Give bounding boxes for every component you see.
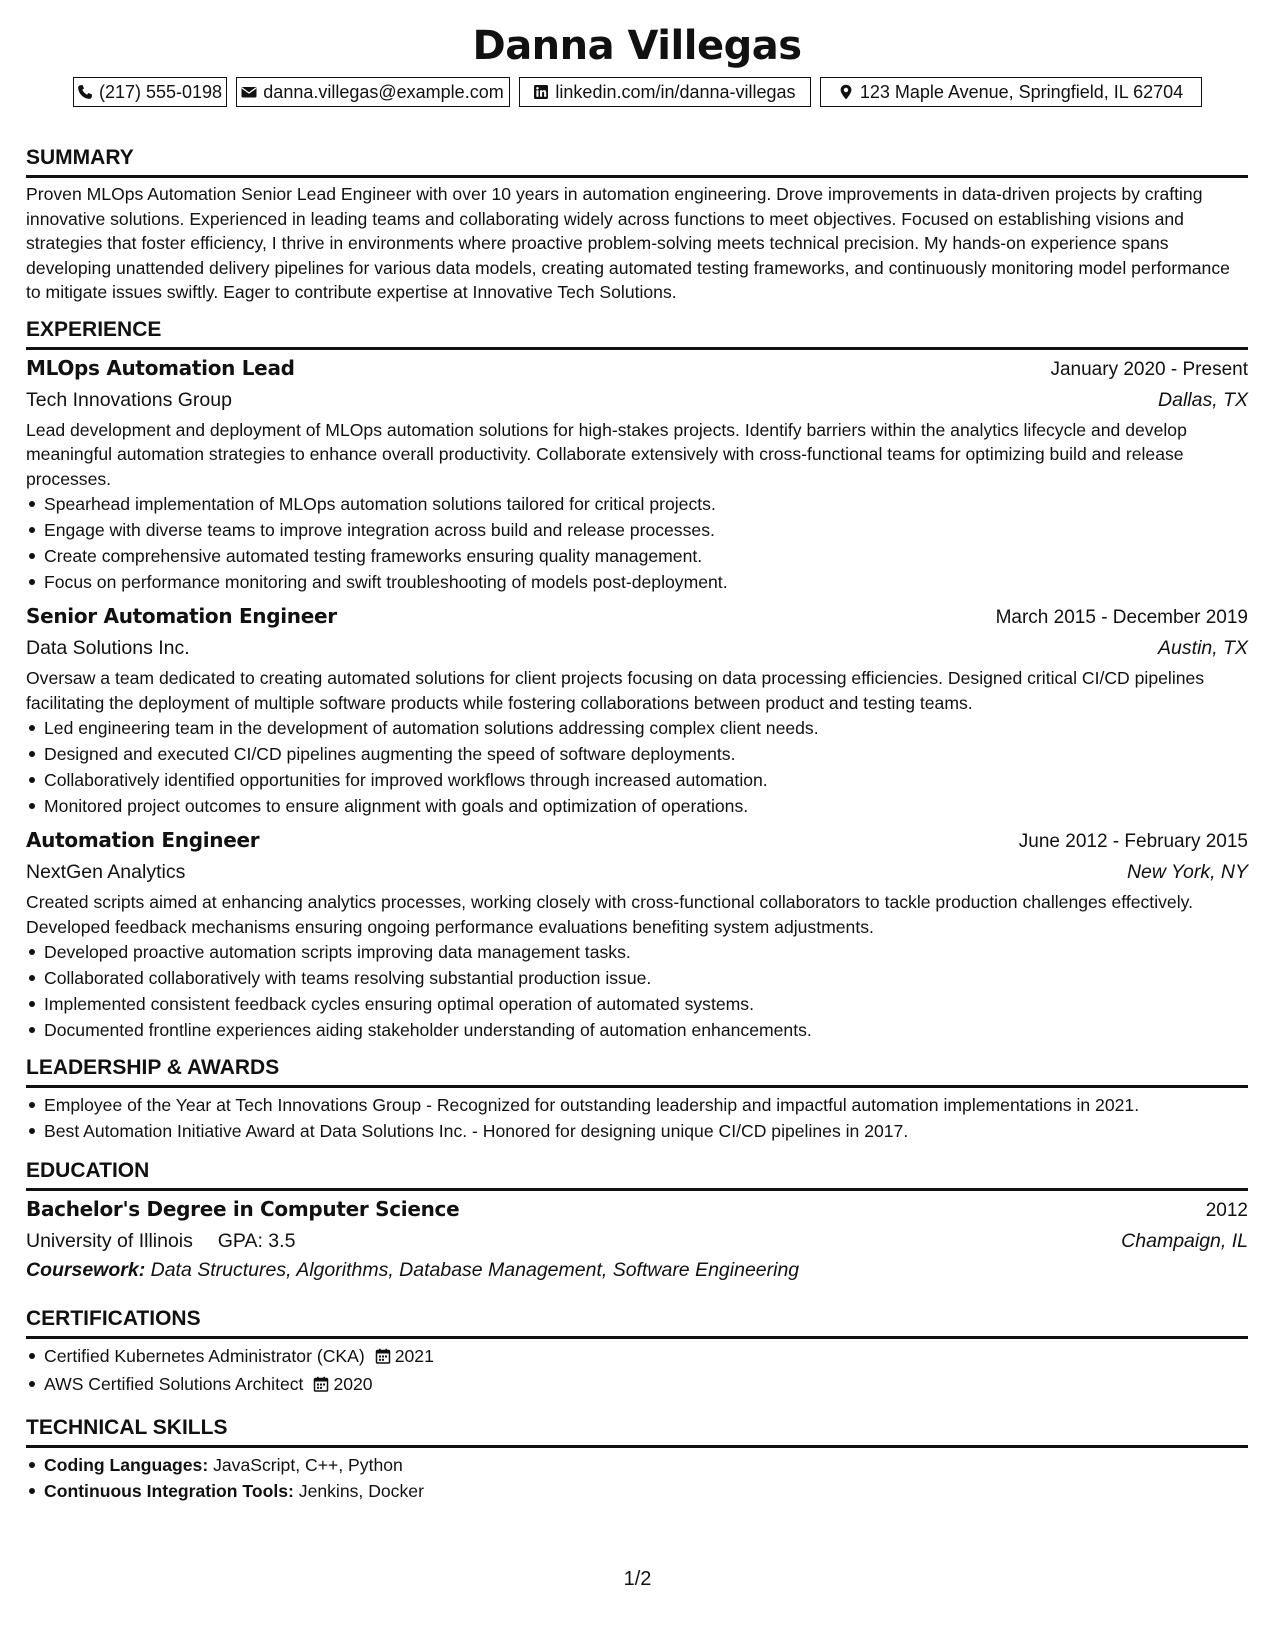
job-date: June 2012 - February 2015: [1018, 831, 1248, 852]
education-section: [26, 1158, 1248, 1284]
job-entry: [26, 825, 1248, 1043]
resume-page: [26, 0, 1248, 1504]
job-bullets: [26, 491, 1248, 595]
certification-name: Certified Kubernetes Administrator (CKA): [44, 1346, 365, 1366]
certification-year: 2021: [394, 1346, 434, 1366]
job-subheader: [26, 385, 1248, 415]
job-description: Lead development and deployment of MLOps automation solutions for high-stakes projects. Identify barriers within the analytics lifecycle and develop meaningful automation strategies to enhance overall productivity. Collaborate extensively with cross-functional teams for optimizing build and release processes.: [26, 419, 1187, 489]
job-location: Dallas, TX: [1158, 388, 1248, 411]
education-location: Champaign, IL: [1121, 1230, 1248, 1252]
job-subheader: [26, 633, 1248, 663]
list-item: [44, 1452, 1248, 1478]
coursework-list: Data Structures, Algorithms, Database Management, Software Engineering: [150, 1259, 800, 1281]
coursework-label: Coursework:: [26, 1259, 146, 1281]
contact-bar: [26, 77, 1248, 109]
list-item: Developed proactive automation scripts improving data management tasks.: [44, 939, 1248, 965]
list-item: [44, 1371, 1248, 1399]
page-number: 1/2: [623, 1568, 652, 1590]
list-item: Documented frontline experiences aiding stakeholder understanding of automation enhancements.: [44, 1017, 1248, 1043]
job-company: Data Solutions Inc.: [26, 637, 190, 659]
envelope-icon: [241, 84, 257, 100]
job-description: Oversaw a team dedicated to creating automated solutions for client projects focusing on data processing efficiencies. Designed critical CI/CD pipelines facilitating the deployment of multiple software products while fostering collaborations between product and testing teams.: [26, 668, 1205, 713]
candidate-name: Danna Villegas: [472, 23, 802, 69]
education-header: [26, 1194, 1248, 1226]
job-company: NextGen Analytics: [26, 861, 186, 883]
phone-icon: [77, 84, 93, 100]
job-company: Tech Innovations Group: [26, 388, 232, 411]
skill-label: Continuous Integration Tools:: [44, 1481, 294, 1501]
skill-value: JavaScript, C++, Python: [213, 1455, 403, 1475]
contact-linkedin-text: linkedin.com/in/danna-villegas: [555, 81, 796, 102]
contact-email-text: danna.villegas@example.com: [263, 81, 504, 102]
contact-phone-text: (217) 555-0198: [98, 81, 223, 102]
list-item: Employee of the Year at Tech Innovations Group - Recognized for outstanding leadership and impactful automation implementations in 2021.: [44, 1092, 1248, 1118]
section-title-summary: SUMMARY: [26, 145, 1248, 178]
section-title-skills: TECHNICAL SKILLS: [26, 1415, 1248, 1448]
leadership-section: [26, 1055, 1248, 1144]
education-coursework: [26, 1256, 1248, 1284]
list-item: Designed and executed CI/CD pipelines augmenting the speed of software deployments.: [44, 741, 1248, 767]
list-item: Best Automation Initiative Award at Data Solutions Inc. - Honored for designing unique CI/CD pipelines in 2017.: [44, 1118, 1248, 1144]
job-description: Created scripts aimed at enhancing analytics processes, working closely with cross-functional collaborators to tackle production challenges effectively. Developed feedback mechanisms ensuring ongoing performance evaluations benefiting system adjustments.: [26, 892, 1193, 937]
job-header: [26, 601, 1248, 633]
calendar-icon: [313, 1373, 329, 1399]
skills-section: [26, 1415, 1248, 1504]
job-header: [26, 825, 1248, 857]
list-item: Led engineering team in the development of automation solutions addressing complex client needs.: [44, 715, 1248, 741]
job-date: March 2015 - December 2019: [995, 607, 1248, 628]
list-item: Create comprehensive automated testing frameworks ensuring quality management.: [44, 543, 1248, 569]
certifications-list: [26, 1343, 1248, 1399]
section-title-leadership: LEADERSHIP & AWARDS: [26, 1055, 1248, 1088]
leadership-list: [26, 1092, 1248, 1144]
section-title-certifications: CERTIFICATIONS: [26, 1306, 1248, 1339]
education-year: 2012: [1205, 1200, 1248, 1221]
job-entry: [26, 601, 1248, 819]
calendar-icon: [375, 1345, 391, 1371]
education-school-line: [26, 1226, 295, 1256]
list-item: Collaborated collaboratively with teams resolving substantial production issue.: [44, 965, 1248, 991]
education-degree: Bachelor's Degree in Computer Science: [26, 1197, 460, 1221]
linkedin-icon: [533, 84, 549, 100]
education-subheader: [26, 1226, 1248, 1256]
job-entry: [26, 353, 1248, 596]
job-bullets: [26, 939, 1248, 1043]
job-location: New York, NY: [1126, 861, 1248, 883]
summary-text: Proven MLOps Automation Senior Lead Engineer with over 10 years in automation engineering. Drove improvements in data-driven projects by crafting innovative solutions. Experienced in leading teams and collaborating widely across functions to meet objectives. Focused on establishing visions and strategies that foster efficiency, I thrive in environments where proactive problem-solving meets technical precision. My hands-on experience spans developing unattended delivery pipelines for various data models, creating automated testing frameworks, and continuously monitoring model performance to mitigate issues swiftly. Eager to contribute expertise at Innovative Tech Solutions.: [26, 184, 1230, 302]
skill-value: Jenkins, Docker: [298, 1481, 424, 1501]
section-title-experience: EXPERIENCE: [26, 317, 1248, 350]
list-item: Implemented consistent feedback cycles ensuring optimal operation of automated systems.: [44, 991, 1248, 1017]
contact-email[interactable]: [236, 77, 510, 107]
certifications-section: [26, 1306, 1248, 1399]
job-header: [26, 353, 1248, 385]
skills-list: [26, 1452, 1248, 1504]
list-item: Spearhead implementation of MLOps automation solutions tailored for critical projects.: [44, 491, 1248, 517]
contact-phone[interactable]: [73, 77, 227, 107]
contact-linkedin[interactable]: [519, 77, 811, 107]
list-item: [44, 1343, 1248, 1371]
contact-address[interactable]: [820, 77, 1202, 107]
list-item: [44, 1478, 1248, 1504]
education-school: University of Illinois: [26, 1230, 193, 1252]
job-date: January 2020 - Present: [1050, 358, 1248, 380]
certification-name: AWS Certified Solutions Architect: [44, 1374, 304, 1394]
job-location: Austin, TX: [1158, 637, 1248, 659]
experience-section: [26, 317, 1248, 1044]
job-subheader: [26, 857, 1248, 887]
map-pin-icon: [838, 84, 854, 100]
education-gpa: GPA: 3.5: [217, 1230, 296, 1252]
section-title-education: EDUCATION: [26, 1158, 1248, 1191]
skill-label: Coding Languages:: [44, 1455, 209, 1475]
contact-address-text: 123 Maple Avenue, Springfield, IL 62704: [859, 81, 1184, 102]
certification-year: 2020: [333, 1374, 373, 1394]
job-title: Automation Engineer: [26, 828, 260, 852]
list-item: Engage with diverse teams to improve integration across build and release processes.: [44, 517, 1248, 543]
job-title: Senior Automation Engineer: [26, 604, 337, 628]
list-item: Focus on performance monitoring and swift troubleshooting of models post-deployment.: [44, 569, 1248, 595]
list-item: Monitored project outcomes to ensure alignment with goals and optimization of operations.: [44, 793, 1248, 819]
summary-section: [26, 145, 1248, 305]
job-title: MLOps Automation Lead: [26, 355, 295, 380]
job-bullets: [26, 715, 1248, 819]
list-item: Collaboratively identified opportunities for improved workflows through increased automation.: [44, 767, 1248, 793]
